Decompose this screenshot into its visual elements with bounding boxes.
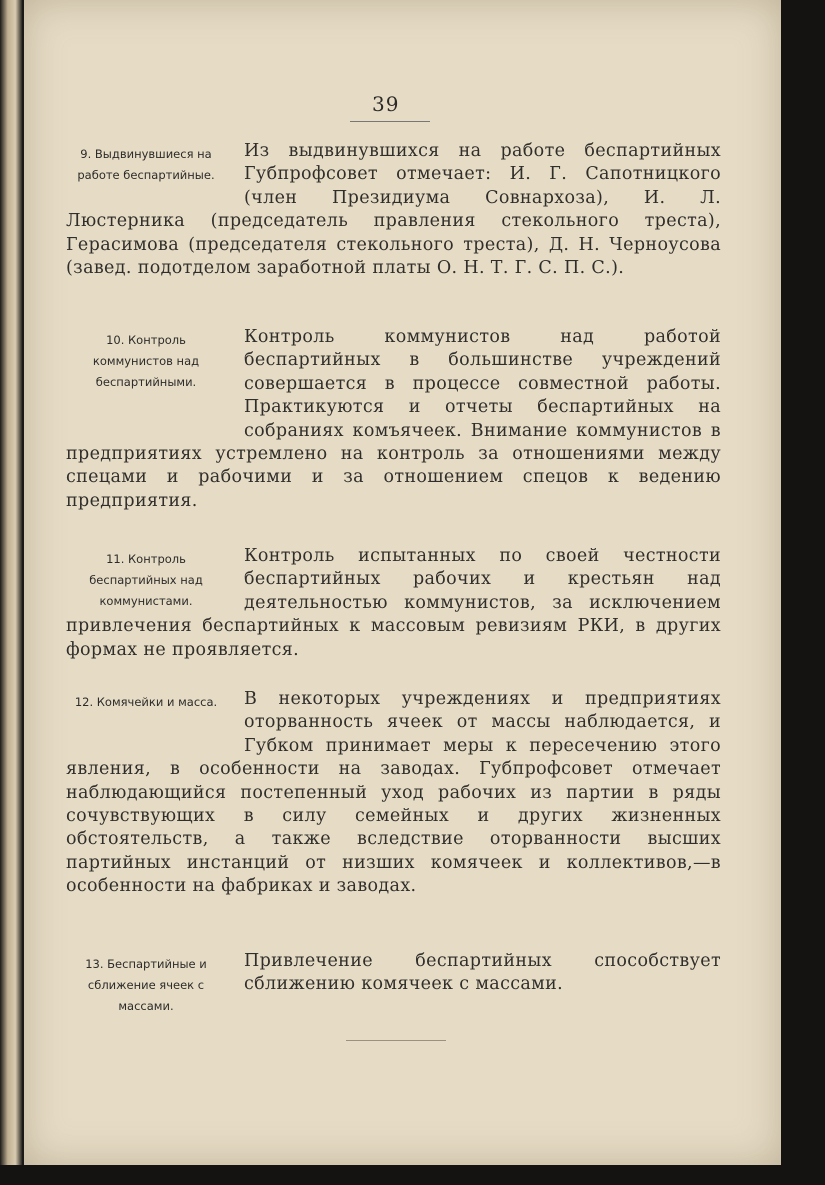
margin-note-13: 13. Беспартийные и сближение ячеек с массами. <box>85 957 207 1013</box>
previous-page-edge <box>0 0 22 1165</box>
scan-background-bottom <box>0 1165 825 1185</box>
scan-background-right <box>781 0 825 1185</box>
paragraph-11: Контроль испытанных по своей честности беспартийных рабочих и крестьян над деятельностью коммунистов, за исключением привлечения беспартийных к массовым ревизиям РКИ, в других формах не проявляется. <box>66 546 721 660</box>
page-number: 39 <box>372 92 400 116</box>
paragraph-12: В некоторых учреждениях и предприятиях оторванность ячеек от массы наблюдается, и Губком принимает меры к пересечению этого явления, в особенности на заводах. Губпрофсовет отмечает наблюдающийся постепенный уход рабочих из партии в ряды сочувствующих в силу семейных и других жизненных обстоятельств, а также вследствие оторванности высших партийных инстанций от низших комячеек и коллективов,—в особенности на фабриках и заводах. <box>66 689 721 897</box>
book-page <box>24 0 781 1165</box>
paragraph-10: Контроль коммунистов над работой беспартийных в большинстве учреждений совершается в процессе совместной работы. Практикуются и отчеты беспартийных на собраниях комъячеек. Внимание коммунистов в предприятиях устремлено на контроль за отношениями между спецами и рабочими и за отношением спецов к ведению предприятия. <box>66 327 721 511</box>
paragraph-13: Привлечение беспартийных способствует сближению комячеек с массами. <box>244 951 721 995</box>
end-rule <box>346 1040 446 1041</box>
margin-note-12: 12. Комячейки и масса. <box>74 695 218 709</box>
margin-note-11: 11. Контроль беспартийных над коммунистами. <box>89 552 203 608</box>
header-rule <box>350 121 430 122</box>
margin-note-9: 9. Выдвинувшиеся на работе беспартийные. <box>77 147 215 182</box>
margin-note-10: 10. Контроль коммунистов над беспартийными. <box>92 333 200 389</box>
paragraph-9: Из выдвинувшихся на работе беспартийных Губпрофсовет отмечает: И. Г. Сапотницкого (член Президиума Совнархоза), И. Л. Люстерника (председатель правления стекольного треста), Герасимова (председателя стекольного треста), Д. Н. Черноусова (завед. подотделом заработной платы О. Н. Т. Г. С. П. С.). <box>66 141 721 279</box>
